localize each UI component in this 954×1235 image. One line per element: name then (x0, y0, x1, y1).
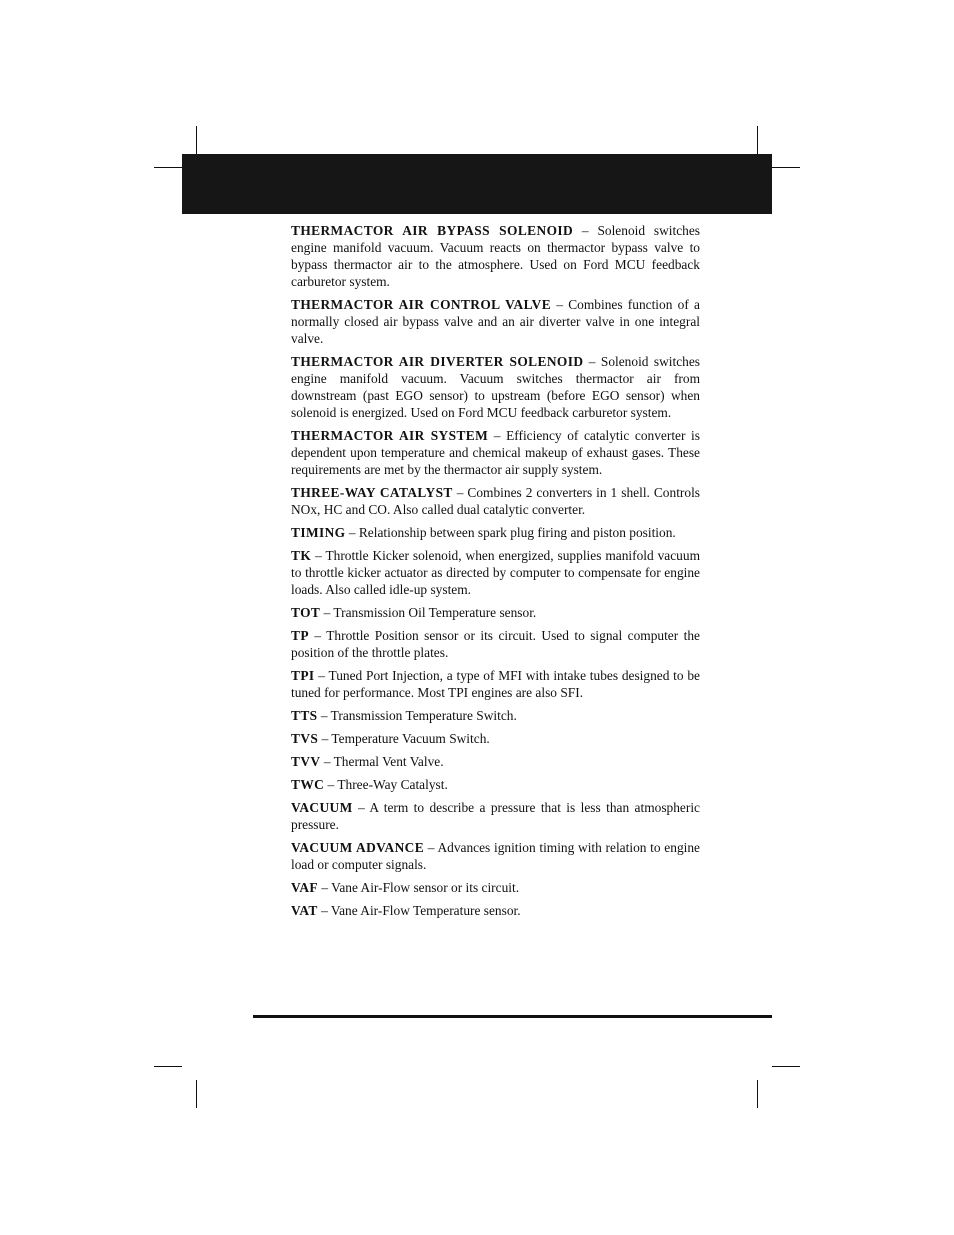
glossary-entry-tpi (291, 667, 700, 701)
glossary-term: THERMACTOR AIR DIVERTER SOLENOID (291, 354, 584, 369)
glossary-definition: – Solenoid switches engine manifold vacuum. Vacuum reacts on thermactor bypass valve to bypass thermactor air to the atmosphere. Used on Ford MCU feedback carburetor system. (291, 223, 701, 289)
glossary-definition: – Transmission Oil Temperature sensor. (320, 605, 537, 620)
glossary-entry-tk (291, 547, 700, 598)
glossary-definition: – Throttle Position sensor or its circuit. Used to signal computer the position of the throttle plates. (291, 628, 700, 660)
crop-mark-top-right-horizontal (772, 167, 800, 168)
glossary-definition: – Combines function of a normally closed air bypass valve and an air diverter valve in one integral valve. (291, 297, 700, 346)
glossary-entry-thermactor-air-bypass-solenoid (291, 222, 700, 290)
glossary-definition: – Efficiency of catalytic converter is dependent upon temperature and chemical makeup of exhaust gases. These requirements are met by the thermactor air supply system. (291, 428, 700, 477)
header-band (182, 154, 772, 214)
glossary-entry-thermactor-air-system (291, 427, 700, 478)
glossary-term: THERMACTOR AIR CONTROL VALVE (291, 297, 552, 312)
crop-mark-top-left-horizontal (154, 167, 182, 168)
glossary-definition: – Three-Way Catalyst. (324, 777, 448, 792)
glossary-definition: – Combines 2 converters in 1 shell. Controls NOx, HC and CO. Also called dual catalytic converter. (291, 485, 700, 517)
glossary-term: TWC (291, 777, 325, 792)
bottom-rule (253, 1015, 772, 1018)
glossary-term: THERMACTOR AIR BYPASS SOLENOID (291, 223, 574, 238)
glossary-definition: – Temperature Vacuum Switch. (318, 731, 490, 746)
glossary-list (291, 222, 700, 925)
glossary-entry-timing (291, 524, 700, 541)
glossary-entry-tot (291, 604, 700, 621)
glossary-term: TTS (291, 708, 318, 723)
glossary-term: VAT (291, 903, 318, 918)
glossary-entry-thermactor-air-control-valve (291, 296, 700, 347)
glossary-definition: – Transmission Temperature Switch. (317, 708, 517, 723)
crop-mark-top-left-vertical (196, 126, 197, 154)
glossary-entry-tts (291, 707, 700, 724)
glossary-term: TOT (291, 605, 321, 620)
glossary-term: THERMACTOR AIR SYSTEM (291, 428, 489, 443)
glossary-entry-tp (291, 627, 700, 661)
glossary-definition: – Advances ignition timing with relation to engine load or computer signals. (291, 840, 701, 872)
glossary-term: TK (291, 548, 312, 563)
glossary-entry-thermactor-air-diverter-solenoid (291, 353, 700, 421)
crop-mark-bottom-left-horizontal (154, 1066, 182, 1067)
glossary-term: TIMING (291, 525, 346, 540)
glossary-entry-twc (291, 776, 700, 793)
crop-mark-top-right-vertical (757, 126, 758, 154)
glossary-entry-vacuum-advance (291, 839, 700, 873)
glossary-term: TVV (291, 754, 321, 769)
glossary-term: VACUUM (291, 800, 353, 815)
glossary-definition: – Solenoid switches engine manifold vacuum. Vacuum switches thermactor air from downstream (past EGO sensor) to upstream (before EGO sensor) when solenoid is energized. Used on Ford MCU feedback carburetor system. (291, 354, 700, 420)
glossary-term: TVS (291, 731, 319, 746)
glossary-entry-vacuum (291, 799, 700, 833)
glossary-term: TPI (291, 668, 315, 683)
glossary-definition: – Tuned Port Injection, a type of MFI with intake tubes designed to be tuned for performance. Most TPI engines are also SFI. (291, 668, 700, 700)
glossary-entry-tvv (291, 753, 700, 770)
crop-mark-bottom-right-horizontal (772, 1066, 800, 1067)
glossary-entry-tvs (291, 730, 700, 747)
crop-mark-bottom-left-vertical (196, 1080, 197, 1108)
glossary-entry-three-way-catalyst (291, 484, 700, 518)
crop-mark-bottom-right-vertical (757, 1080, 758, 1108)
glossary-term: VACUUM ADVANCE (291, 840, 425, 855)
glossary-entry-vat (291, 902, 700, 919)
glossary-term: THREE-WAY CATALYST (291, 485, 453, 500)
glossary-definition: – Vane Air-Flow sensor or its circuit. (318, 880, 520, 895)
glossary-definition: – A term to describe a pressure that is less than atmospheric pressure. (291, 800, 700, 832)
glossary-definition: – Relationship between spark plug firing and piston position. (345, 525, 676, 540)
glossary-definition: – Thermal Vent Valve. (320, 754, 444, 769)
glossary-entry-vaf (291, 879, 700, 896)
glossary-definition: – Vane Air-Flow Temperature sensor. (317, 903, 521, 918)
glossary-term: VAF (291, 880, 318, 895)
glossary-definition: – Throttle Kicker solenoid, when energized, supplies manifold vacuum to throttle kicker actuator as directed by computer to compensate for engine loads. Also called idle-up system. (291, 548, 700, 597)
glossary-term: TP (291, 628, 309, 643)
